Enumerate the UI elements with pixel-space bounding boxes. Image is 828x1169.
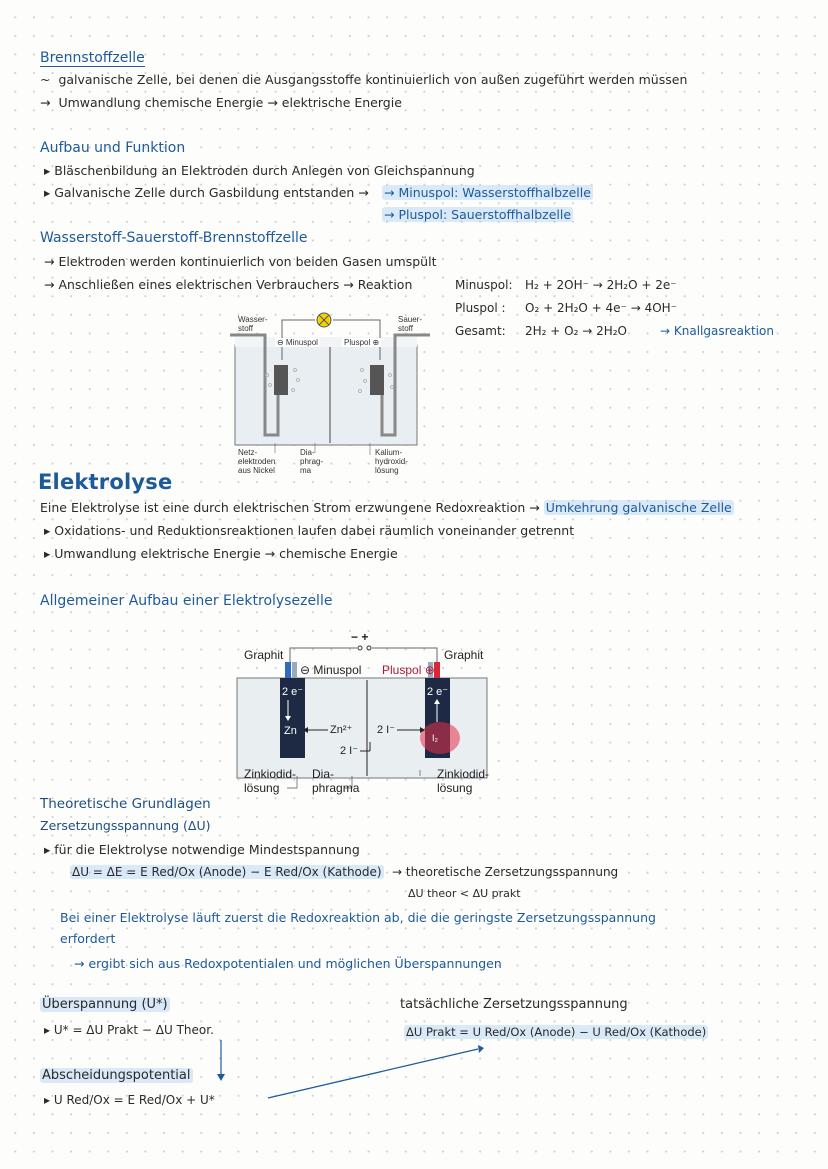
label-graphit-right: Graphit: [444, 648, 484, 662]
label-minuspol-2: ⊖ Minuspol: [300, 663, 362, 677]
bullet-mindestspannung: ▸ für die Elektrolyse notwendige Mindestspannung: [44, 842, 360, 857]
formula-zersetzungsspannung: ΔU = ΔE = E Red/Ox (Anode) − E Red/Ox (Kathode): [72, 865, 382, 879]
fuel-cell-diagram: [230, 305, 430, 475]
formula-tatsaechlich: ΔU Prakt = U Red/Ox (Anode) − U Red/Ox (Kathode): [406, 1025, 707, 1039]
bullet-umwandlung: ▸ Umwandlung elektrische Energie → chemische Energie: [44, 546, 398, 561]
pluspol-label: Pluspol :: [455, 301, 506, 315]
label-netzelektroden: Netz- elektroden aus Nickel: [238, 448, 276, 475]
section-title-elektrolyse: Elektrolyse: [38, 470, 173, 494]
gesamt-label: Gesamt:: [455, 324, 506, 338]
note-erfordert: erfordert: [60, 931, 116, 946]
label-graphit-left: Graphit: [244, 648, 284, 662]
label-zn: Zn: [284, 725, 297, 737]
label-zinkiodid-right: Zinkiodid- lösung: [437, 767, 490, 795]
bullet-oxidation: ▸ Oxidations- und Reduktionsreaktionen laufen dabei räumlich voneinander getrennt: [44, 523, 575, 538]
label-zn2plus: Zn²⁺: [330, 724, 353, 736]
battery-symbol: − +: [351, 630, 369, 644]
bullet-energy: → Umwandlung chemische Energie → elektrische Energie: [40, 95, 402, 110]
label-diaphragma-2: Dia- phragma: [312, 767, 360, 795]
elektrolyse-definition: Eine Elektrolyse ist eine durch elektrischen Strom erzwungene Redoxreaktion → Umkehrung galvanische Zelle: [40, 500, 732, 515]
label-pluspol-2: Pluspol ⊕: [382, 663, 435, 677]
label-pluspol: Pluspol ⊕: [344, 338, 380, 347]
label-e-right: 2 e⁻: [427, 686, 449, 698]
section-title-theoretisch: Theoretische Grundlagen: [40, 796, 211, 812]
label-zinkiodid-left: Zinkiodid- lösung: [244, 767, 297, 795]
bullet-umspuelt: → Elektroden werden kontinuierlich von beiden Gasen umspült: [44, 254, 437, 269]
minuspol-halbzelle: → Minuspol: Wasserstoffhalbzelle: [384, 185, 591, 200]
label-diaphragma: Dia- phrag- ma: [300, 448, 324, 475]
section-title-aufbau: Aufbau und Funktion: [40, 140, 186, 156]
pluspol-halbzelle: → Pluspol: Sauerstoffhalbzelle: [384, 207, 572, 222]
label-sauerstoff: Sauer- stoff: [398, 315, 423, 333]
title-tatsaechlich: tatsächliche Zersetzungsspannung: [400, 997, 628, 1012]
label-wasserstoff: Wasser- stoff: [238, 315, 268, 333]
subtitle-zersetzungsspannung: Zersetzungsspannung (ΔU): [40, 818, 211, 833]
formula-ueberspannung: ▸ U* = ΔU Prakt − ΔU Theor.: [44, 1023, 214, 1037]
knallgas-note: → Knallgasreaktion: [660, 324, 774, 338]
note-redoxpotentiale: → ergibt sich aus Redoxpotentialen und möglichen Überspannungen: [74, 956, 502, 971]
bullet-definition: ~ galvanische Zelle, bei denen die Ausgangsstoffe kontinuierlich von außen zugeführt werden müssen: [40, 72, 688, 87]
compare-theor-prakt: ΔU theor < ΔU prakt: [408, 887, 521, 900]
bullet-reaktion: → Anschließen eines elektrischen Verbrauchers → Reaktion: [44, 277, 413, 292]
note-redoxreaktion: Bei einer Elektrolyse läuft zuerst die Redoxreaktion ab, die die geringste Zersetzungsspannung: [60, 910, 656, 925]
gesamt-equation: 2H₂ + O₂ → 2H₂O: [525, 324, 628, 338]
label-iodide-right: 2 I⁻: [377, 724, 396, 736]
theoretische-note: → theoretische Zersetzungsspannung: [392, 865, 619, 879]
section-title-brennstoffzelle: Brennstoffzelle: [40, 50, 145, 66]
section-title-aufbau-elektrolysezelle: Allgemeiner Aufbau einer Elektrolysezelle: [40, 593, 333, 609]
section-title-ueberspannung: Überspannung (U*): [42, 997, 168, 1012]
bullet-blaeschen: ▸ Bläschenbildung an Elektroden durch Anlegen von Gleichspannung: [44, 163, 475, 178]
bullet-galvanisch: ▸ Galvanische Zelle durch Gasbildung entstanden →: [44, 185, 369, 200]
section-title-ws-brennstoffzelle: Wasserstoff-Sauerstoff-Brennstoffzelle: [40, 230, 308, 246]
minuspol-equation: H₂ + 2OH⁻ → 2H₂O + 2e⁻: [525, 278, 677, 292]
label-e-left: 2 e⁻: [282, 686, 304, 698]
minuspol-label: Minuspol:: [455, 278, 513, 292]
label-kaliumhydroxid: Kalium- hydroxid- lösung: [375, 448, 408, 475]
pluspol-equation: O₂ + 2H₂O + 4e⁻ → 4OH⁻: [525, 301, 678, 315]
label-iodide-mid: 2 I⁻: [340, 745, 359, 757]
electrolysis-diagram: [232, 630, 502, 800]
label-minuspol: ⊖ Minuspol: [277, 338, 318, 347]
label-iodine: I₂: [432, 733, 438, 743]
title-abscheidungspotential: Abscheidungspotential: [42, 1068, 191, 1083]
formula-abscheidungspotential: ▸ U Red/Ox = E Red/Ox + U*: [44, 1093, 215, 1107]
